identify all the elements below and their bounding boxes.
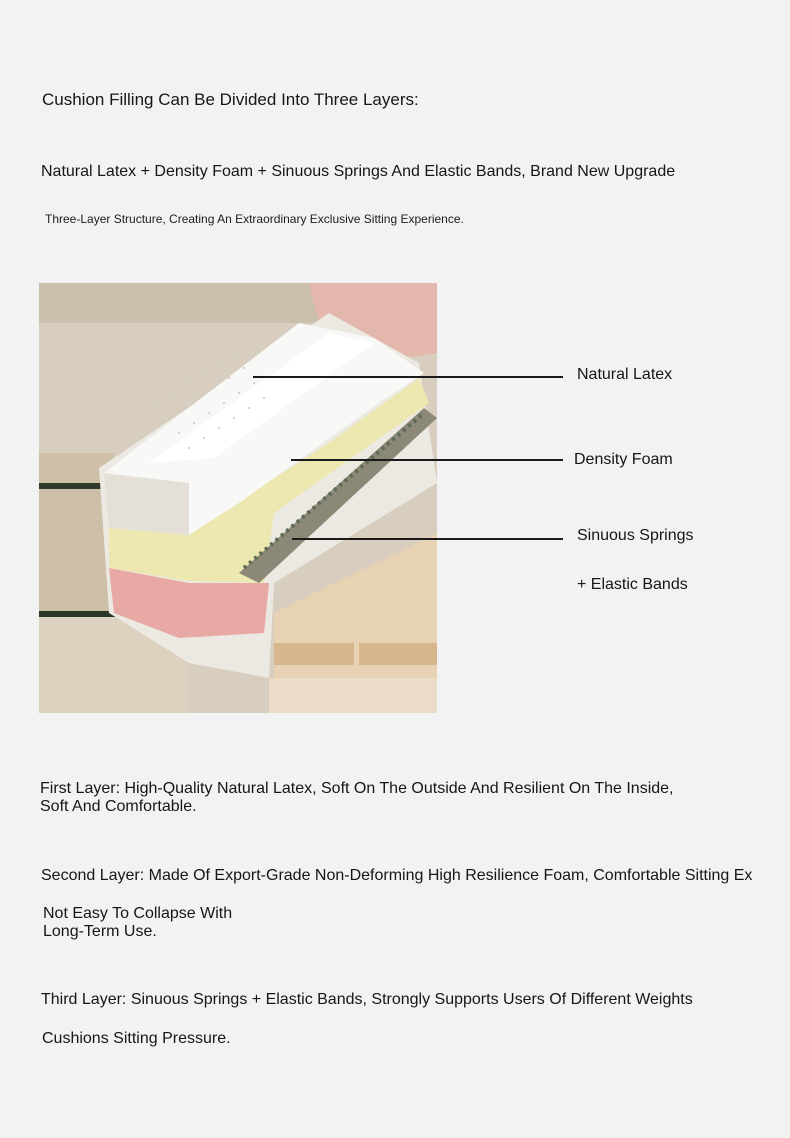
foam-callout-line <box>291 459 563 461</box>
second-layer-description: Second Layer: Made Of Export-Grade Non-Deforming High Resilience Foam, Comfortable Sitting Ex <box>41 867 753 884</box>
subheading: Natural Latex + Density Foam + Sinuous Springs And Elastic Bands, Brand New Upgrade <box>41 163 676 180</box>
latex-callout-line <box>253 376 563 378</box>
callout-natural-latex: Natural Latex <box>577 366 673 383</box>
callout-density-foam: Density Foam <box>574 451 673 468</box>
second-layer-continuation: Not Easy To Collapse With Long-Term Use. <box>43 905 233 940</box>
cushion-cross-section-image <box>39 283 437 713</box>
structure-caption: Three-Layer Structure, Creating An Extraordinary Exclusive Sitting Experience. <box>45 212 464 226</box>
springs-callout-line <box>292 538 563 540</box>
third-layer-description: Third Layer: Sinuous Springs + Elastic Bands, Strongly Supports Users Of Different Weights <box>41 991 693 1008</box>
first-layer-description: First Layer: High-Quality Natural Latex, Soft On The Outside And Resilient On The Inside, Soft And Comfortable. <box>40 780 674 815</box>
intro-heading: Cushion Filling Can Be Divided Into Three Layers: <box>42 90 419 109</box>
callout-sinuous-springs: Sinuous Springs <box>577 527 694 544</box>
third-layer-continuation: Cushions Sitting Pressure. <box>42 1030 231 1047</box>
callout-elastic-bands: + Elastic Bands <box>577 576 688 593</box>
